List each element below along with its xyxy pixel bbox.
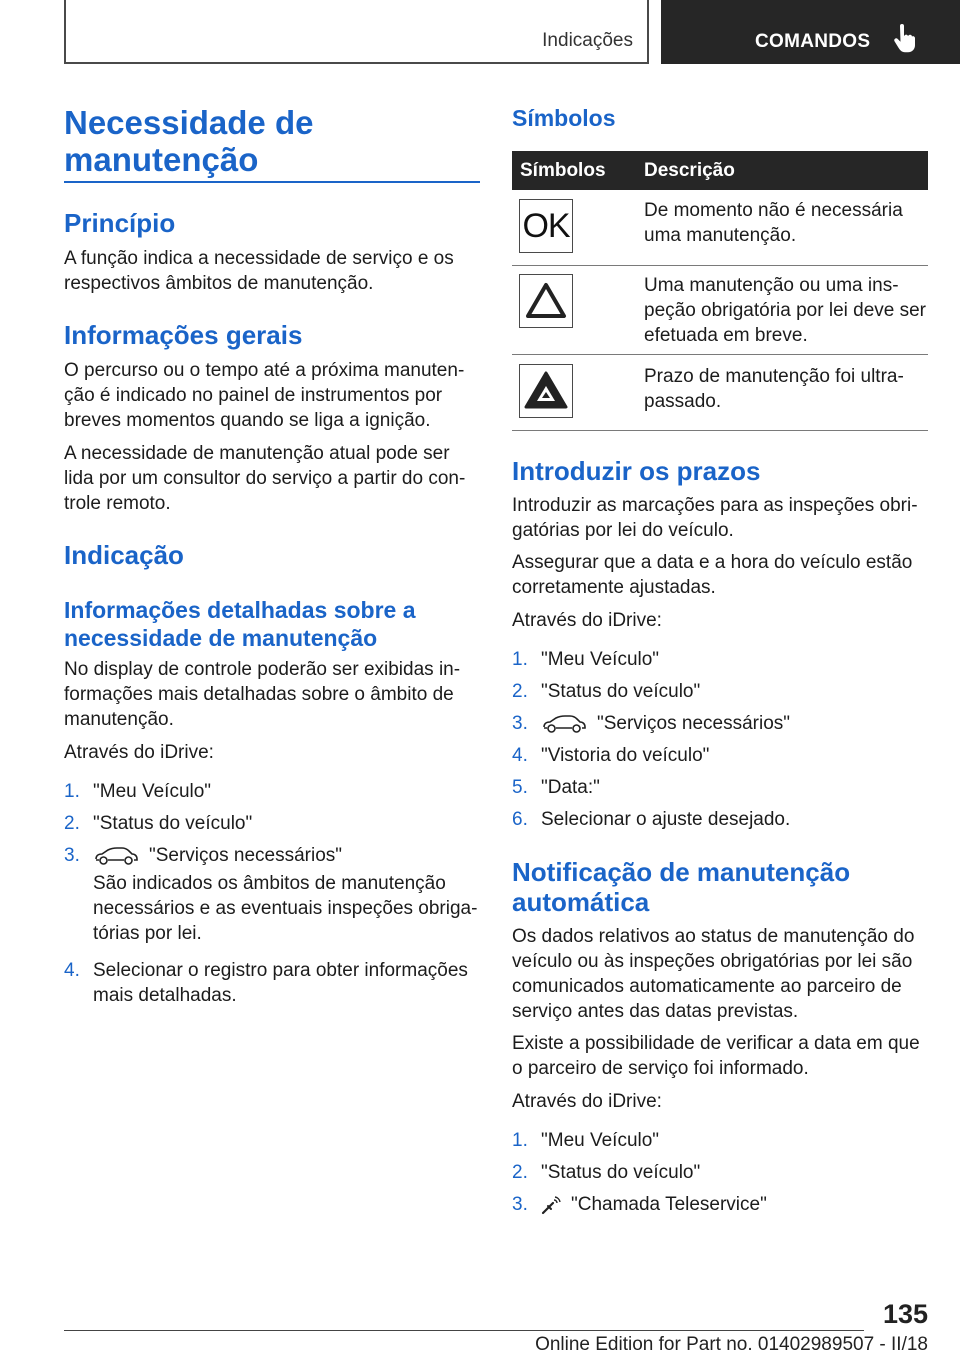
list-item-text: "Status do veículo" [93, 813, 253, 834]
heading-notificacao-manutencao: Notificação de manutenção automática [512, 857, 851, 917]
list-item-number: 1. [512, 649, 528, 670]
symbols-table-header [512, 151, 928, 190]
gerais-paragraph-1: O percurso ou o tempo até a próxima manutenção é indicado no painel de instrumentos por breves momentos quando se liga a ignição. [64, 360, 465, 431]
table-header-descricao: Descrição [644, 160, 735, 181]
list-item-text: "Vistoria do veículo" [541, 745, 710, 766]
list-item-text: "Status do veículo" [541, 1162, 701, 1183]
prazos-paragraph-1: Introduzir as marcações para as inspeções obrigatórias por lei do veículo. [512, 495, 918, 541]
list-item-text: "Serviços necessários" [597, 713, 791, 734]
prazos-via-idrive: Através do iDrive: [512, 610, 662, 631]
list-item-number: 4. [64, 960, 80, 981]
table-row-divider [512, 430, 928, 431]
header-chapter-tab [661, 0, 960, 64]
list-item-text: "Chamada Teleservice" [571, 1194, 767, 1215]
list-item-number: 3. [64, 845, 80, 866]
heading-introduzir-prazos: Introduzir os prazos [512, 456, 761, 486]
list-item-number: 1. [64, 781, 80, 802]
hand-pointer-icon [893, 24, 915, 54]
car-icon [541, 714, 587, 734]
list-item-number: 1. [512, 1130, 528, 1151]
principio-text: A função indica a necessidade de serviço e os respectivos âmbitos de manutenção. [64, 248, 454, 294]
table-row-divider [512, 265, 928, 266]
car-icon [93, 846, 139, 866]
prazos-paragraph-2: Assegurar que a data e a hora do veículo estão corretamente ajustadas. [512, 552, 913, 598]
ok-icon: OK [519, 199, 573, 253]
table-row-divider [512, 354, 928, 355]
notificacao-via-idrive: Através do iDrive: [512, 1091, 662, 1112]
heading-principio: Princípio [64, 208, 176, 238]
list-item-number: 6. [512, 809, 528, 830]
list-item-number: 5. [512, 777, 528, 798]
list-item-text: "Serviços necessários" [149, 845, 343, 866]
header-chapter-title: COMANDOS [755, 31, 871, 52]
list-item-content [93, 843, 480, 946]
header-section-box [64, 0, 649, 64]
list-item-text: "Data:" [541, 777, 600, 798]
list-item-text: Selecionar o ajuste desejado. [541, 809, 791, 830]
list-item-text: "Meu Veículo" [541, 649, 660, 670]
list-item-content [541, 711, 928, 736]
list-item-extra: São indicados os âmbitos de manutenção necessários e as eventuais inspeções obrigatórias por lei. [93, 873, 478, 944]
list-item-number: 2. [64, 813, 80, 834]
teleservice-icon [541, 1195, 563, 1215]
heading-indicacao: Indicação [64, 540, 184, 570]
heading-informacoes-gerais: Informações gerais [64, 320, 303, 350]
table-row-description: De momento não é necessária uma manutenção. [644, 200, 903, 246]
footer-edition: Online Edition for Part no. 01402989507 - II/18 [535, 1334, 928, 1355]
notificacao-paragraph-1: Os dados relativos ao status de manutenção do veículo ou às inspeções obrigatórias por lei são comunicados automaticamente ao parceiro de serviço antes das datas previstas. [512, 926, 915, 1022]
indicacao-via-idrive: Através do iDrive: [64, 742, 214, 763]
list-item-text: Selecionar o registro para obter informações mais detalhadas. [93, 960, 468, 1006]
list-item-number: 2. [512, 1162, 528, 1183]
notificacao-paragraph-2: Existe a possibilidade de verificar a data em que o parceiro de serviço foi informado. [512, 1033, 920, 1079]
list-item-text: "Status do veículo" [541, 681, 701, 702]
warning-triangle-filled-icon [519, 364, 573, 418]
page-title: Necessidade de manutenção [64, 104, 314, 178]
list-item-number: 4. [512, 745, 528, 766]
warning-triangle-outline-icon [519, 274, 573, 328]
header-section-title: Indicações [542, 30, 633, 51]
list-item-number: 3. [512, 713, 528, 734]
heading-simbolos: Símbolos [512, 105, 616, 131]
footer-rule [64, 1330, 864, 1331]
table-header-simbolos: Símbolos [520, 160, 606, 181]
indicacao-text: No display de controle poderão ser exibidas informações mais detalhadas sobre o âmbito de manutenção. [64, 659, 461, 730]
gerais-paragraph-2: A necessidade de manutenção atual pode ser lida por um consultor do serviço a partir do controle remoto. [64, 443, 466, 514]
list-item-text: "Meu Veículo" [93, 781, 212, 802]
table-row-description: Uma manutenção ou uma inspeção obrigatória por lei deve ser efetuada em breve. [644, 275, 927, 346]
list-item-text: "Meu Veículo" [541, 1130, 660, 1151]
page-number: 135 [882, 1299, 928, 1329]
list-item-number: 2. [512, 681, 528, 702]
heading-informacoes-detalhadas: Informações detalhadas sobre a necessidade de manutenção [64, 597, 416, 651]
list-item-content [541, 1192, 928, 1217]
title-rule [64, 181, 480, 183]
table-row-description: Prazo de manutenção foi ultrapassado. [644, 366, 904, 412]
list-item-number: 3. [512, 1194, 528, 1215]
